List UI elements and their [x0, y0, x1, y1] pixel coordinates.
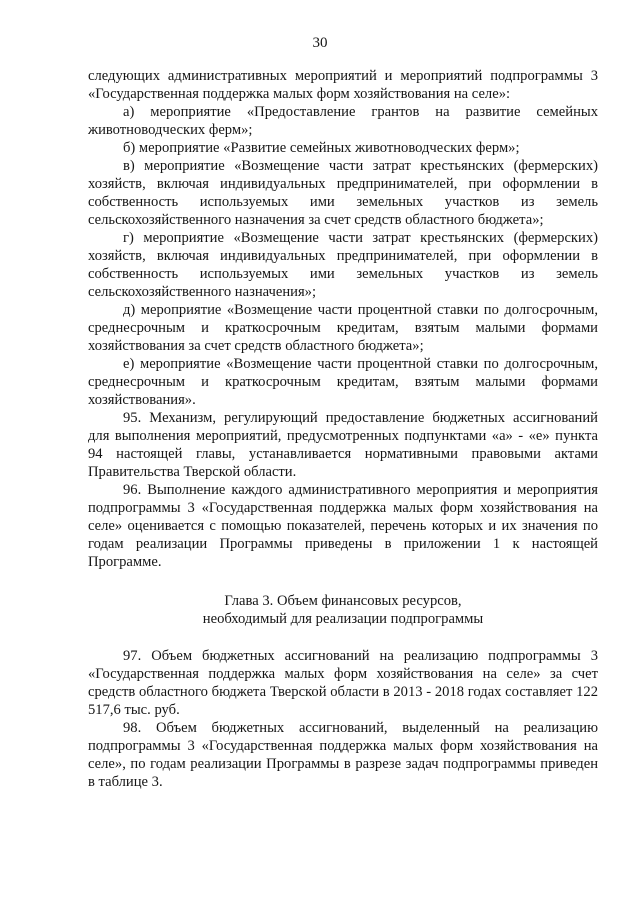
paragraph-97: 97. Объем бюджетных ассигнований на реализацию подпрограммы 3 «Государственная поддержка малых форм хозяйствования на селе» за счет средств областного бюджета Тверской области в 2013 - 2018 годах составляет 122 517,6 тыс. руб.: [88, 648, 598, 718]
paragraph-continuation: следующих административных мероприятий и мероприятий подпрограммы 3 «Государственная поддержка малых форм хозяйствования на селе»:: [88, 68, 598, 102]
paragraph-item-d: д) мероприятие «Возмещение части процентной ставки по долгосрочным, среднесрочным и краткосрочным кредитам, взятым малыми формами хозяйствования за счет средств областного бюджета»;: [88, 302, 598, 354]
document-body: [88, 67, 598, 791]
paragraph-item-e: е) мероприятие «Возмещение части процентной ставки по долгосрочным, среднесрочным и краткосрочным кредитам, взятым малыми формами хозяйствования».: [88, 356, 598, 408]
chapter-heading-line-1: Глава 3. Объем финансовых ресурсов,: [224, 593, 462, 609]
paragraph-96: 96. Выполнение каждого административного мероприятия и мероприятия подпрограммы 3 «Государственная поддержка малых форм хозяйствования на селе» оценивается с помощью показателей, перечень которых и их значения по годам реализации Программы приведены в приложении 1 к настоящей Программе.: [88, 482, 598, 570]
paragraph-item-a: а) мероприятие «Предоставление грантов на развитие семейных животноводческих ферм»;: [88, 104, 598, 138]
paragraph-item-v: в) мероприятие «Возмещение части затрат крестьянских (фермерских) хозяйств, включая индивидуальных предпринимателей, при оформлении в собственность используемых ими земельных участков из земель сельскохозяйственного назначения за счет средств областного бюджета»;: [88, 158, 598, 228]
chapter-heading: [88, 592, 598, 628]
page-number: 30: [312, 35, 328, 51]
paragraph-item-g: г) мероприятие «Возмещение части затрат крестьянских (фермерских) хозяйств, включая индивидуальных предпринимателей, при оформлении в собственность используемых ими земельных участков из земель сельскохозяйственного назначения»;: [88, 230, 598, 300]
chapter-heading-line-2: необходимый для реализации подпрограммы: [202, 611, 484, 627]
paragraph-item-b: б) мероприятие «Развитие семейных животноводческих ферм»;: [123, 140, 520, 156]
paragraph-98: 98. Объем бюджетных ассигнований, выделенный на реализацию подпрограммы 3 «Государственная поддержка малых форм хозяйствования на селе», по годам реализации Программы в разрезе задач подпрограммы приведен в таблице 3.: [88, 720, 598, 790]
paragraph-95: 95. Механизм, регулирующий предоставление бюджетных ассигнований для выполнения мероприятий, предусмотренных подпунктами «а» - «е» пункта 94 настоящей главы, устанавливается нормативными правовыми актами Правительства Тверской области.: [88, 410, 598, 480]
